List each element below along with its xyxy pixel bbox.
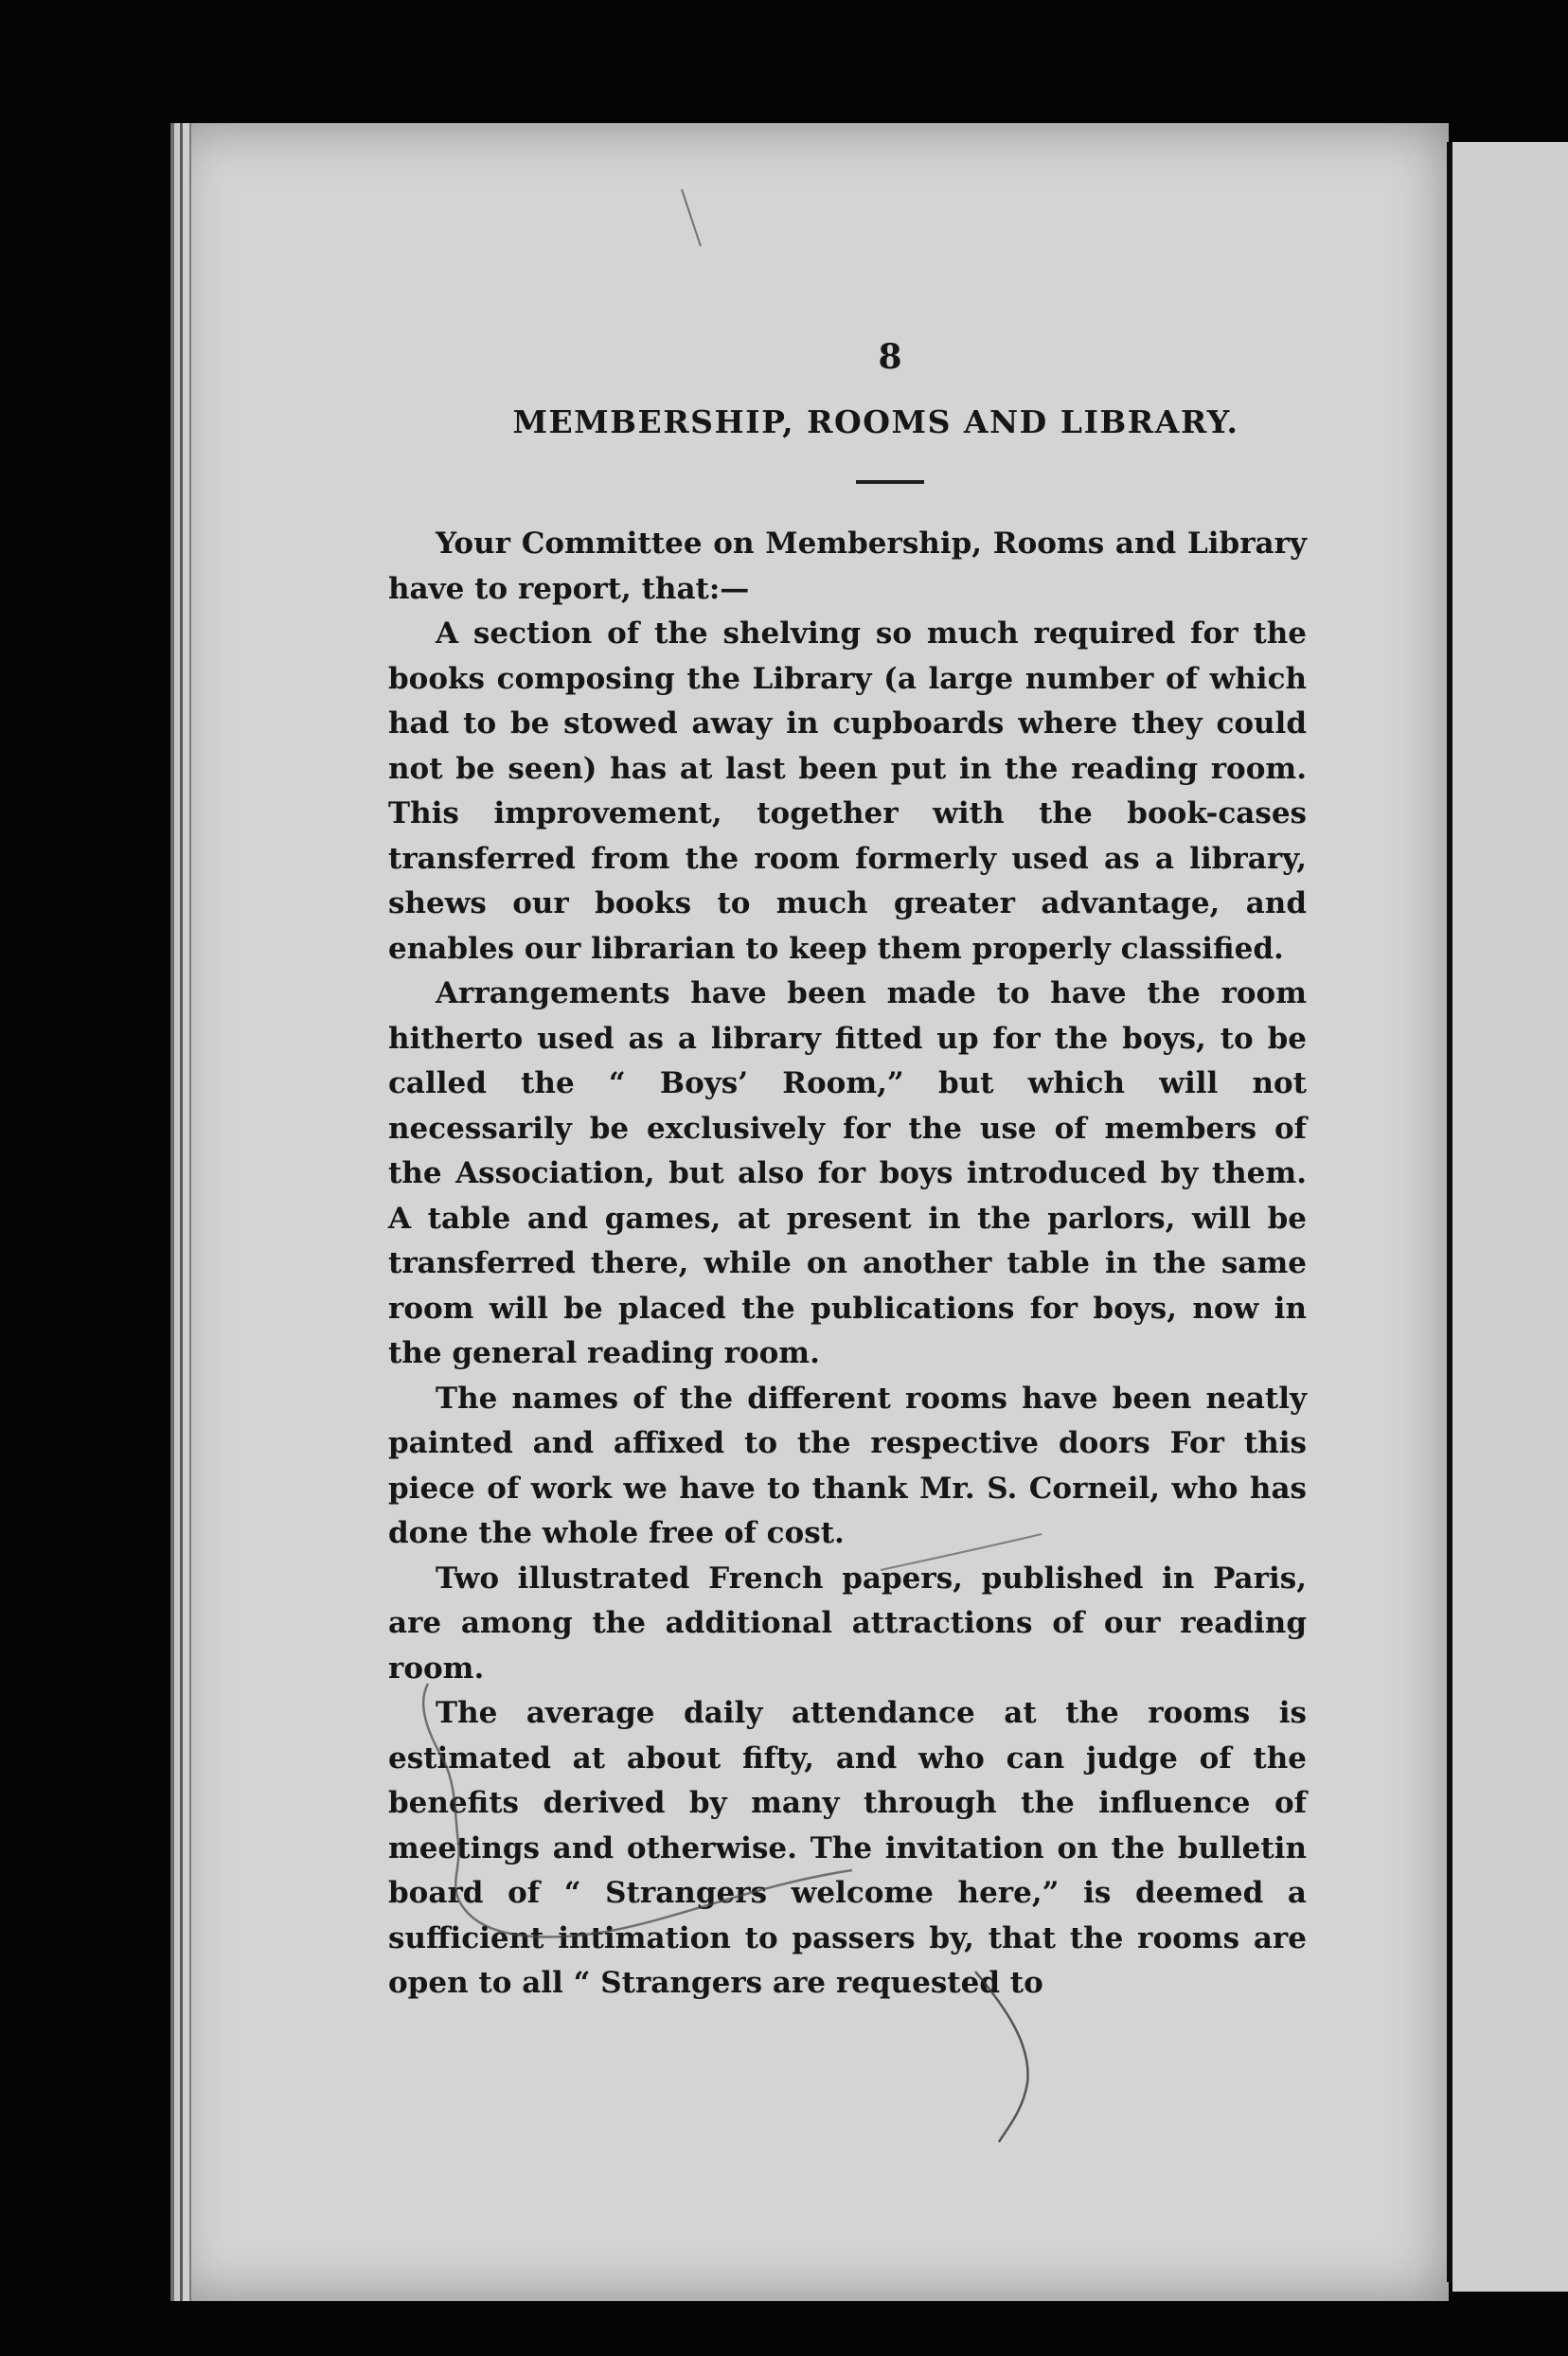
paragraph-boys-room: Arrangements have been made to have the room hitherto used as a library fitted up for the boys, to be called the “ Boys’ Room,” but which will not necessarily be exclusively for the use of members of the Association, but also for boys introduced by them. A table and games, at present in the parlors, will be transferred there, while on another table in the same room will be placed the publications for boys, now in the general reading room. — [388, 976, 1307, 1370]
heading-rule — [856, 480, 924, 484]
page-binding-edge — [170, 123, 208, 2301]
paragraph-intro: Your Committee on Membership, Rooms and Library have to report, that:— — [388, 527, 1307, 606]
paragraph-room-names: The names of the different rooms have been neatly painted and affixed to the respective doors For this piece of work we have to thank Mr. S. Corneil, who has done the whole free of cost. — [388, 1381, 1307, 1550]
section-heading: MEMBERSHIP, ROOMS AND LIBRARY. — [512, 403, 1239, 440]
paragraph-shelving: A section of the shelving so much required for the books composing the Library (a large number of which had to be stowed away in cupboards where they could not be seen) has at last been put in the reading room. This improvement, together with the book-cases transferred from the room formerly used as a library, shews our books to much greater advantage, and enables our librarian to keep them properly classified. — [388, 616, 1307, 966]
paragraph-french-papers: Two illustrated French papers, published in Paris, are among the additional attractions of our reading room. — [388, 1561, 1307, 1686]
facing-page-edge — [1452, 142, 1568, 2292]
page-number: 8 — [878, 337, 902, 377]
paragraph-attendance: The average daily attendance at the rooms is estimated at about fifty, and who can judge of the benefits derived by many through the influence of meetings and otherwise. The invitation on the bulletin board of “ Strangers welcome here,” is deemed a sufficient intimation to passers by, that the rooms are open to all “ Strangers are requested to — [388, 1696, 1307, 2000]
document-body — [388, 336, 1307, 2007]
